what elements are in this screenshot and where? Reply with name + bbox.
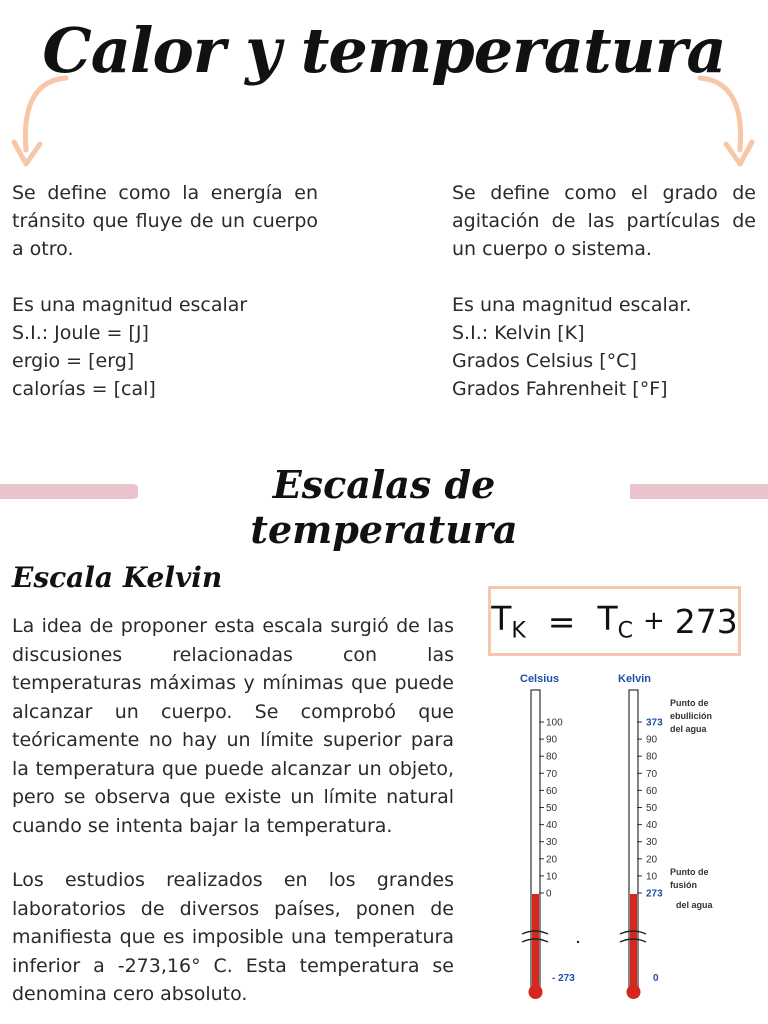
boiling-note-line: Punto de: [670, 698, 709, 708]
celsius-mercury: [532, 894, 539, 990]
tick-label: 273: [646, 888, 663, 900]
kelvin-label: Kelvin: [618, 673, 652, 685]
kelvin-mercury: [630, 894, 637, 990]
tick-label: 70: [546, 768, 558, 780]
tick-label: 40: [646, 820, 658, 832]
curved-arrow-left-icon: [8, 72, 78, 172]
heat-column: [12, 179, 318, 403]
tick-label: 70: [646, 768, 658, 780]
page-title: Calor y temperatura: [42, 14, 726, 87]
formula-tc: $T_C$: [597, 598, 633, 644]
kelvin-bottom-label: 0: [653, 973, 659, 984]
melting-note-line: del agua: [676, 900, 713, 910]
tick-label: 80: [646, 751, 658, 763]
tick-label: 50: [646, 803, 658, 814]
tick-label: 10: [546, 871, 558, 883]
heat-line: calorías = [cal]: [12, 378, 156, 400]
temperature-line: Grados Fahrenheit [°F]: [452, 378, 668, 400]
kelvin-paragraph-2: Los estudios realizados en los grandes laboratorios de diversos países, ponen de manifiesta que es imposible una temperatura inferior a -273,16° C. Esta temperatura se denomina cero absoluto.: [12, 869, 454, 1005]
divider-band-left: [0, 484, 140, 499]
tick-label: 90: [546, 734, 558, 746]
melting-note-line: fusión: [670, 880, 697, 890]
temperature-column: [452, 179, 756, 403]
formula-constant: 273: [674, 601, 738, 641]
tick-label: 20: [546, 854, 558, 866]
tick-label: 20: [646, 854, 658, 866]
tick-label: 60: [546, 785, 558, 797]
heat-line: S.I.: Joule = [J]: [12, 322, 149, 344]
formula-plus: +: [643, 606, 665, 636]
boiling-note-line: del agua: [670, 724, 707, 734]
tick-label: 100: [546, 717, 563, 729]
kelvin-formula: [488, 586, 741, 656]
tick-label: 90: [646, 734, 658, 746]
melting-note-line: Punto de: [670, 867, 709, 877]
tick-label: 80: [546, 751, 558, 763]
boiling-note-line: ebullición: [670, 711, 713, 721]
tick-label: 50: [546, 803, 558, 814]
temperature-line: Grados Celsius [°C]: [452, 350, 637, 372]
dot-mark: [577, 941, 579, 943]
heat-line: Es una magnitud escalar: [12, 294, 248, 316]
tick-label: 373: [646, 717, 663, 729]
temperature-line: Es una magnitud escalar.: [452, 294, 692, 316]
celsius-bulb: [529, 985, 543, 999]
celsius-label: Celsius: [520, 673, 560, 685]
temperature-definition: Se define como el grado de agitación de las partículas de un cuerpo o sistema.: [452, 182, 756, 260]
tick-label: 40: [546, 820, 558, 832]
divider-band-right: [622, 484, 768, 499]
tick-label: 60: [646, 785, 658, 797]
kelvin-scale-title: Escala Kelvin: [12, 561, 223, 594]
temperature-line: S.I.: Kelvin [K]: [452, 322, 585, 344]
formula-tk: $T_K$: [491, 598, 526, 644]
section-title: Escalas de temperatura: [138, 462, 630, 552]
kelvin-bulb: [627, 985, 641, 999]
heat-line: ergio = [erg]: [12, 350, 135, 372]
heat-definition: Se define como la energía en tránsito que fluye de un cuerpo a otro.: [12, 182, 318, 260]
tick-label: 30: [646, 837, 658, 849]
tick-label: 10: [646, 871, 658, 883]
tick-label: 0: [546, 888, 552, 900]
thermometer-diagram: [500, 666, 740, 1002]
tick-label: 30: [546, 837, 558, 849]
formula-equals: =: [547, 601, 576, 641]
kelvin-paragraph-1: La idea de proponer esta escala surgió de las discusiones relacionadas con las temperaturas máximas y mínimas que puede alcanzar un cuerpo. Se comprobó que teóricamente no hay un límite superior para la temperatura que puede alcanzar un objeto, pero se observa que existe un límite natural cuando se intenta bajar la temperatura.: [12, 615, 454, 837]
celsius-bottom-label: - 273: [552, 973, 575, 984]
curved-arrow-right-icon: [688, 72, 758, 172]
